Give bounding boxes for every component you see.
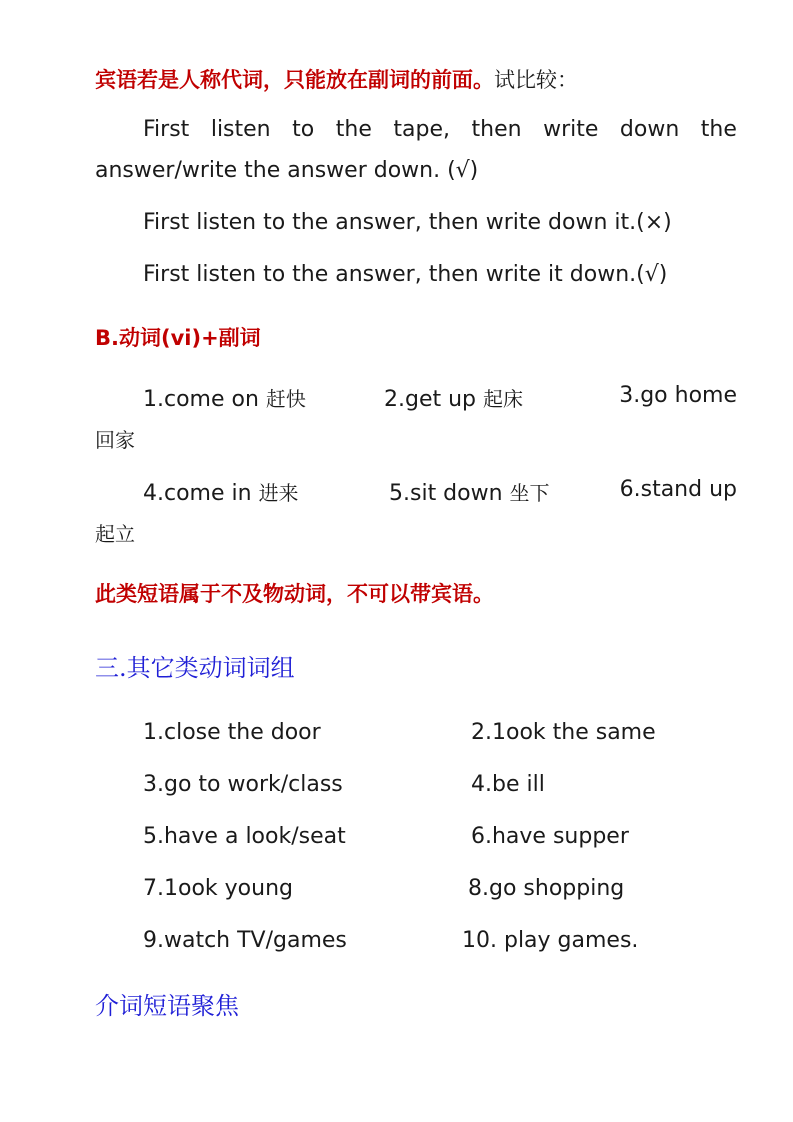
phrase-item-1 [143, 383, 306, 412]
phrase-item-2 [384, 383, 523, 412]
example-1-word: tape, [393, 117, 450, 142]
example-1-word: then [471, 117, 522, 142]
intransitive-note: 此类短语属于不及物动词，不可以带宾语。 [95, 581, 494, 606]
phrase-list-item: 4.be ill [471, 772, 545, 797]
section-b-heading: B.动词(vi)+副词 [95, 326, 261, 350]
example-1-word: write [543, 117, 599, 142]
example-1-line-1 [143, 117, 737, 142]
phrase-list-item: 6.have supper [471, 824, 629, 849]
phrase-item-6-en: 6.stand up [619, 477, 737, 502]
phrase-cn: 坐下 [509, 481, 550, 505]
phrase-cn: 赶快 [265, 387, 306, 411]
phrase-item-5 [389, 477, 550, 506]
prepositional-phrase-heading: 介词短语聚焦 [95, 992, 239, 1020]
example-1-word: listen [210, 117, 271, 142]
object-pronoun-note-red: 宾语若是人称代词，只能放在副词的前面。 [95, 67, 494, 92]
phrase-list-item: 2.1ook the same [471, 720, 656, 745]
section-3-heading: 三.其它类动词词组 [95, 654, 295, 682]
phrase-item-3-cn: 回家 [95, 428, 135, 452]
compare-label: 试比较： [494, 68, 578, 92]
phrase-en: 2.get up [384, 387, 477, 412]
example-1-word: First [143, 117, 190, 142]
example-2: First listen to the answer, then write down it.(×) [143, 210, 672, 235]
phrase-list-item: 1.close the door [143, 720, 321, 745]
example-1-word: the [700, 117, 737, 142]
example-1-line-2: answer/write the answer down. (√) [95, 158, 479, 183]
phrase-list-item: 8.go shopping [468, 876, 625, 901]
phrase-en: 4.come in [143, 481, 252, 506]
phrase-list-item: 5.have a look/seat [143, 824, 346, 849]
phrase-list-item: 9.watch TV/games [143, 928, 347, 953]
phrase-cn: 进来 [258, 481, 299, 505]
phrase-item-4 [143, 477, 299, 506]
example-1-word: down [619, 117, 680, 142]
example-1-word: to [292, 117, 315, 142]
phrase-item-3-en: 3.go home [619, 383, 737, 408]
example-1-word: the [335, 117, 372, 142]
phrase-item-6-cn: 起立 [95, 522, 135, 546]
phrase-list-item: 10. play games. [462, 928, 639, 953]
example-3: First listen to the answer, then write it down.(√) [143, 262, 668, 287]
phrase-list-item: 3.go to work/class [143, 772, 343, 797]
phrase-cn: 起床 [483, 387, 524, 411]
phrase-list-item: 7.1ook young [143, 876, 293, 901]
phrase-en: 1.come on [143, 387, 259, 412]
object-pronoun-note [95, 64, 578, 94]
phrase-en: 5.sit down [389, 481, 503, 506]
